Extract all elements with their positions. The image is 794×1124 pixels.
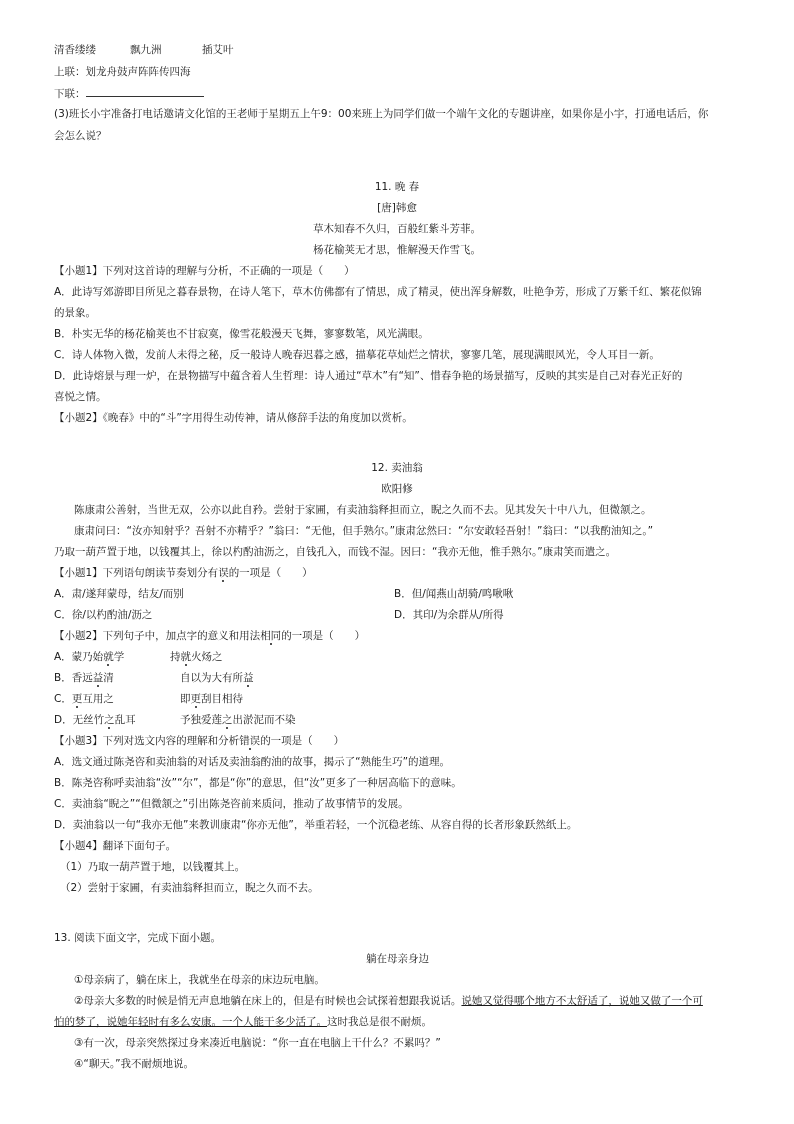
option-right: 自以为大有所益	[180, 672, 254, 684]
passage-paragraph: ①母亲病了，躺在床上，我就坐在母亲的床边玩电脑。	[74, 974, 325, 986]
underlined-text: 怕的梦了，说她年轻时有多么安康。一个人能干多少活了。	[54, 1016, 327, 1028]
option-a: A．选文通过陈尧咨和卖油翁的对话及卖油翁酌油的故事，揭示了“熟能生巧”的道理。	[54, 756, 451, 768]
option-a: A．肃/遂拜蒙母，结友/而别	[54, 588, 184, 600]
passage-paragraph	[74, 994, 703, 1008]
dotted-word: 错误	[239, 735, 261, 747]
passage-paragraph: 康肃问曰：“汝亦知射乎？吾射不亦精乎？”翁曰：“无他，但手熟尔。”康肃忿然曰：“尔安敢轻吾射！”翁曰：“以我酌油知之。”	[74, 525, 654, 537]
dotted-char: 就	[103, 651, 114, 663]
couplet-option: 清香缕缕	[54, 44, 96, 56]
text-title: 12. 卖油翁	[371, 462, 423, 474]
question-stem	[54, 629, 365, 643]
question-stem	[54, 734, 344, 748]
passage-paragraph: ③有一次，母亲突然探过身来凑近电脑说：“你一直在电脑上干什么？不累吗？”	[74, 1037, 441, 1049]
stem-text: 【小题1】下列语句朗读节奏划分有	[54, 567, 219, 579]
poem-line: 杨花榆荚无才思，惟解漫天作雪飞。	[313, 244, 481, 256]
lower-couplet-row	[54, 86, 204, 101]
question-stem: 【小题1】下列对这首诗的理解与分析，不正确的一项是（ ）	[54, 265, 355, 277]
option-b: B．但/闻燕山胡骑/鸣啾啾	[394, 588, 514, 600]
stem-text: 的一项是（ ）	[260, 735, 345, 747]
option-right: 持就火炀之	[170, 651, 223, 663]
dotted-char: 更	[71, 693, 83, 705]
option-d-cont: 喜悦之情。	[54, 391, 107, 403]
stem-text: 【小题2】下列句子中，加点字的意义和用法	[54, 630, 261, 642]
underlined-text: 说她又觉得哪个地方不太舒适了，说她又做了一个可	[461, 995, 703, 1007]
option-left: B．香远益清	[54, 672, 114, 684]
dotted-word: 误	[218, 567, 229, 579]
option-b: B．陈尧咨称呼卖油翁“汝”“尔”，都是“你”的意思，但“汝”更多了一种居高临下的意味。	[54, 777, 462, 789]
question-stem	[54, 566, 313, 580]
option-right: 即更刮目相待	[180, 693, 243, 705]
option-d: D．此诗熔景与理一炉，在景物描写中蕴含着人生哲理：诗人通过“草木”有“知”、惜春争艳的场景描写，反映的其实是自己对春光正好的	[54, 370, 683, 382]
poem-author: [唐]韩愈	[377, 202, 417, 214]
translate-item: （2）尝射于家圃，有卖油翁释担而立，睨之久而不去。	[60, 882, 319, 894]
option-c: C．徐/以杓酌油/沥之	[54, 609, 153, 621]
translate-item: （1）乃取一葫芦置于地，以钱覆其上。	[60, 861, 246, 873]
option-b: B．朴实无华的杨花榆荚也不甘寂寞，像雪花般漫天飞舞，寥寥数笔，风光满眼。	[54, 328, 429, 340]
lower-couplet-label: 下联：	[54, 88, 86, 100]
option-d: D．其印/为余群从/所得	[394, 609, 504, 621]
dotted-char: 之	[104, 714, 115, 726]
passage-paragraph-cont	[54, 1015, 432, 1029]
plain-text: 这时我总是很不耐烦。	[327, 1016, 432, 1028]
dotted-char: 益	[92, 672, 104, 684]
poem-title: 11. 晚 春	[374, 181, 420, 193]
dotted-char: 之	[222, 714, 233, 726]
question-stem: 【小题2】《晚春》中的“斗”字用得生动传神，请从修辞手法的角度加以赏析。	[54, 412, 413, 424]
dotted-char: 就	[180, 651, 191, 663]
text-author: 欧阳修	[381, 483, 413, 495]
text-title: 躺在母亲身边	[366, 953, 429, 965]
section-intro: 13. 阅读下面文字，完成下面小题。	[54, 932, 222, 944]
stem-text: 的一项是（ ）	[281, 630, 366, 642]
question-stem: 【小题4】翻译下面句子。	[54, 840, 177, 852]
couplet-option: 插艾叶	[202, 44, 234, 56]
option-right: 予独爱莲之出淤泥而不染	[180, 714, 296, 726]
upper-couplet: 上联：划龙舟鼓声阵阵传四海	[54, 66, 191, 78]
option-a-cont: 的景象。	[54, 307, 96, 319]
option-c: C．卖油翁“睨之”“但微颔之”引出陈尧咨前来质问，推动了故事情节的发展。	[54, 798, 409, 810]
passage-paragraph: 陈康肃公善射，当世无双，公亦以此自矜。尝射于家圃，有卖油翁释担而立，睨之久而不去。见其发矢十中八九，但微颔之。	[74, 504, 652, 516]
question-text: (3)班长小宇准备打电话邀请文化馆的王老师于星期五上午9：00来班上为同学们做一个端午文化的专题讲座，如果你是小宇，打通电话后，你	[54, 108, 709, 120]
option-left: A．蒙乃始就学	[54, 651, 125, 663]
dotted-word: 相同	[260, 630, 282, 642]
plain-text: ②母亲大多数的时候是悄无声息地躺在床上的，但是有时候也会试探着想跟我说话。	[74, 995, 462, 1007]
passage-paragraph-cont: 乃取一葫芦置于地，以钱覆其上，徐以杓酌油沥之，自钱孔入，而钱不湿。因曰：“我亦无他，惟手熟尔。”康肃笑而遣之。	[54, 546, 617, 558]
dotted-char: 益	[243, 672, 254, 684]
passage-paragraph: ④“聊天。”我不耐烦地说。	[74, 1058, 195, 1070]
couplet-option: 飘九洲	[130, 44, 162, 56]
option-d: D．卖油翁以一句“我亦无他”来教训康肃“你亦无他”，举重若轻，一个沉稳老练、从容自得的长者形象跃然纸上。	[54, 819, 578, 831]
option-c: C．诗人体物入微，发前人未得之秘，反一般诗人晚春迟暮之感，描摹花草灿烂之情状，寥寥几笔，展现满眼风光，令人耳目一新。	[54, 349, 660, 361]
option-a: A．此诗写郊游即目所见之暮春景物，在诗人笔下，草木仿佛都有了情思，成了精灵，使出浑身解数，吐艳争芳，形成了万紫千红、繁花似锦	[54, 286, 702, 298]
poem-line: 草木知春不久归，百般红紫斗芳菲。	[313, 223, 481, 235]
question-text: 会怎么说？	[54, 130, 107, 142]
stem-text: 【小题3】下列对选文内容的理解和分析	[54, 735, 240, 747]
answer-blank	[86, 86, 204, 97]
dotted-char: 更	[190, 693, 201, 705]
stem-text: 的一项是（ ）	[228, 567, 313, 579]
option-left: C．更互用之	[54, 693, 114, 705]
option-left: D．无丝竹之乱耳	[54, 714, 136, 726]
